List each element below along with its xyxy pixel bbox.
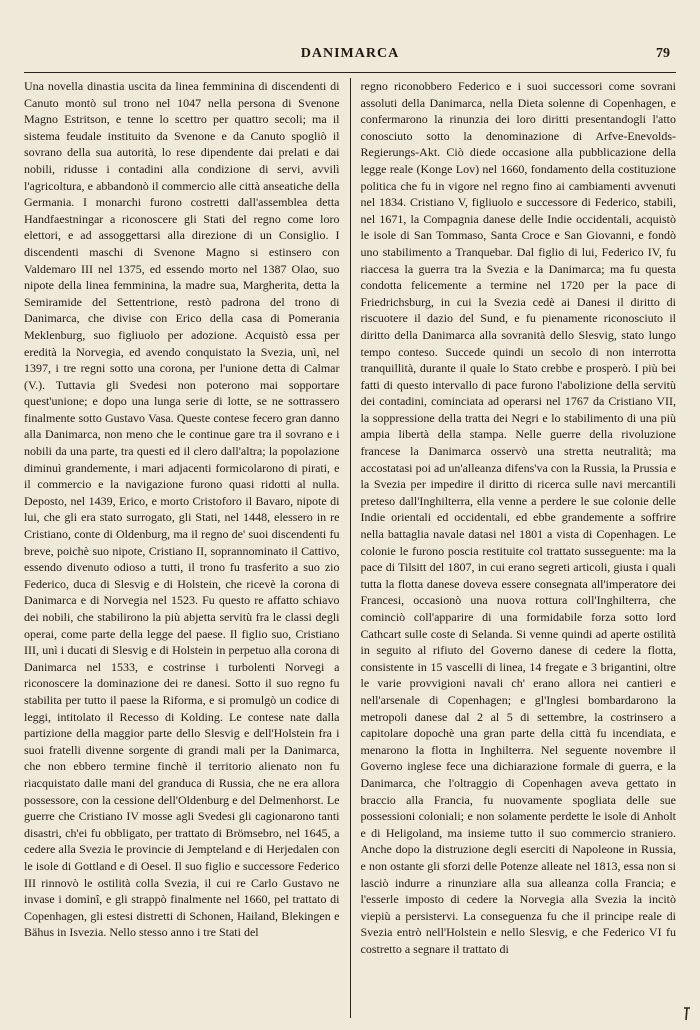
paragraph: regno riconobbero Federico e i suoi successori come sovrani assoluti della Danimarca, nella Dieta solenne di Copenhagen, e confermarono la rinunzia dei loro diritti presentandogli l'atto conosciuto sotto la denominazione di Arfve-Enevolds-Regierungs-Akt. Ciò diede occasione alla pubblicazione della legge reale (Konge Lov) nel 1660, fondamento della costituzione politica che fu in vigore nel regno fino ai cambiamenti avvenuti nel 1834. Cristiano V, figliuolo e successore di Federico, stabilì, nel 1671, la Compagnia danese delle Indie occidentali, acquistò le isole di San Tommaso, Santa Croce e San Giovanni, e fondò uno stabilimento a Tranquebar. Dal figlio di lui, Federico IV, fu riaccesa la guerra tra la Svezia e la Danimarca; ma fu questa condotta felicemente a termine nel 1720 per la pace di Friedrichsburg, in cui la Svezia cedè ai Danesi il diritto di riscuotere il dazio del Sund, e fu pienamente riconosciuto il diritto della Danimarca alla sovranità dello Slesvig, stato lungo tempo conteso. Succede quindi un secolo di non interrotta tranquillità, durante il quale lo Stato crebbe e prosperò. I più bei fatti di questo intervallo di pace furono l'abolizione della servitù dei contadini, cominciata ad operarsi nel 1767 da Cristiano VII, la soppressione della tratta dei Negri e lo stabilimento di una più ampia libertà della stampa. Nelle guerre della rivoluzione francese la Danimarca osservò una stretta neutralità; ma accostatasi poi ad un'alleanza difens'va con la Russia, la Prussia e la Svezia per impedire il diritto di ricerca sulle navi mercantili preteso dall'Inghilterra, ella venne a perdere le sue colonie delle Indie orientali ed occidentali, ed ebbe grandemente a soffrire nella battaglia navale datasi nel 1801 a vista di Copenhagen. Le colonie le furono poscia restituite col trattato susseguente: ma la pace di Tilsitt del 1807, in cui erano segreti articoli, giusta i quali tutta la flotta danese doveva essere consegnata all'imperatore dei Francesi, occasionò una nuova rottura coll'Inghilterra, che cominciò coll'apparire di una formidabile forza sotto lord Cathcart sulle coste di Selanda. Si venne quindi ad aperte ostilità in seguito al rifiuto del Governo danese di cedere la flotta, consistente in 15 vascelli di linea, 14 fregate e 3 brigantini, oltre le varie provvigioni navali ch' erano allora nei cantieri e nell'arsenale di Copenhagen; e gl'Inglesi bombardarono la metropoli danese dal 2 al 5 di settembre, la costrinsero a capitolare dopochè una gran parte della città fu incendiata, e menarono la flotta in Inghilterra. Nel seguente novembre il Governo inglese fece una dichiarazione formale di guerra, e la Danimarca, che l'oltraggio di Copenhagen aveva gettato in braccio alla Francia, fu nuovamente spogliata delle sue possessioni coloniali; e non solamente perdette le isole di Anholt e di Heligoland, ma insieme tutto il suo commercio straniero. Anche dopo la distruzione degli eserciti di Napoleone in Russia, e non ostante gli sforzi delle Potenze alleate nel 1813, essa non si lasciò indurre a rinunziare alla sua alleanza colla Francia; e l'esserle imposto di cedere la Norvegia alla Svezia la incitò viepiù a persistervi. La conseguenza fu che il principe reale di Svezia entrò nell'Holstein e nello Slesvig, e che Federico VI fu costretto a segnare il trattato di: [360, 79, 676, 956]
left-column: [24, 78, 340, 1018]
header-rule: [24, 72, 676, 73]
text-columns: [24, 78, 676, 1018]
paragraph: Una novella dinastia uscita da linea femminina di discendenti di Canuto montò sul trono nel 1047 nella persona di Svenone Magno Estritson, e tenne lo scettro per quattro secoli; ma il sistema feudale instituito da Svenone e da Canuto spogliò il sovrano della sua autorità, lo rese dipendente dai prelati e dai nobili, ridusse i contadini alla condizione di servi, avvilì l'agricoltura, e abbandonò il commercio alle città anseatiche della Germania. I monarchi furono costretti dall'assemblea detta Handfaestningar a riconoscere gli Stati del regno come loro elettori, e ad assoggettarsi alla direzione di un Consiglio. I discendenti maschi di Svenone Magno si estinsero con Valdemaro III nel 1375, ed essendo morto nel 1387 Olao, suo nipote della linea femminina, la madre sua, Margherita, detta la Semiramide del Settentrione, restò padrona del trono di Danimarca, che divise con Erico della casa di Pomerania Meklenburg, suo figliuolo per adozione. Acquistò essa per eredità la Norvegia, ed avendo conquistato la Svezia, unì, nel 1397, i tre regni sotto una corona, per l'unione detta di Calmar (V.). Tuttavia gli Svedesi non poterono mai sopportare quest'unione; e dopo una lunga serie di lotte, se ne sottrassero finalmente sotto Gustavo Vasa. Queste contese fecero gran danno alla Danimarca, non meno che le continue gare tra il sovrano e i nobili da una parte, tra questi ed il clero dall'altra; la popolazione diminuì grandemente, i mari adjacenti formicolarono di pirati, e il commercio e la navigazione furono quasi ridotti al nulla. Deposto, nel 1439, Erico, e morto Cristoforo il Bavaro, nipote di lui, che gli era stato surrogato, gli Stati, nel 1448, elessero in re Cristiano, conte di Oldenburg, ma il regno de' suoi discendenti fu breve, poichè suo nipote, Cristiano II, soprannominato il Cattivo, essendo divenuto odioso a tutti, il trono fu trasferito a suo zio Federico, duca di Slesvig e di Holstein, che ricevè la corona di Danimarca e di Norvegia nel 1523. Fu questo re affatto schiavo dei nobili, che stabilirono la più abjetta servitù fra le classi degli operai, come parte della legge del paese. Il figlio suo, Cristiano III, unì i ducati di Slesvig e di Holstein in perpetuo alla corona di Danimarca nel 1533, e costrinse i turbolenti Norvegi a riconoscere la dominazione dei re danesi. Sotto il suo regno fu stabilita per tutto il paese la Riforma, e si promulgò un codice di leggi, intitolato il Recesso di Kolding. Le contese nate dalla partizione della maggior parte dello Slesvig e dell'Holstein fra i suoi fratelli divenne sorgente di grandi mali per la Danimarca, che non ebbero termine finchè il territorio alienato non fu riacquistato dalle mani del granduca di Russia, che ne era allora possessore, con la cessione dell'Oldenburg e del Delmenhorst. Le guerre che Cristiano IV mosse agli Svedesi gli cagionarono tanti disastri, ch'ei fu obbligato, per trattato di Brömsebro, nel 1645, a cedere alla Svezia le provincie di Jempteland e di Herjedalen con le isole di Gottland e di Oesel. Il suo figlio e successore Federico III rinnovò le ostilità colla Svezia, il cui re Carlo Gustavo ne invase i dominî, e gli strappò finalmente nel 1660, pel trattato di Copenhagen, gli estesi distretti di Schonen, Hailand, Blekingen e Bähus in Isvezia. Nello stesso anno i tre Stati del: [24, 79, 340, 940]
corner-mark-icon: [682, 1006, 692, 1022]
running-title: DANIMARCA: [300, 46, 400, 61]
right-column: [361, 78, 677, 1018]
column-divider: [350, 78, 351, 1018]
page-header: [24, 46, 676, 66]
page-number: 79: [656, 46, 670, 61]
